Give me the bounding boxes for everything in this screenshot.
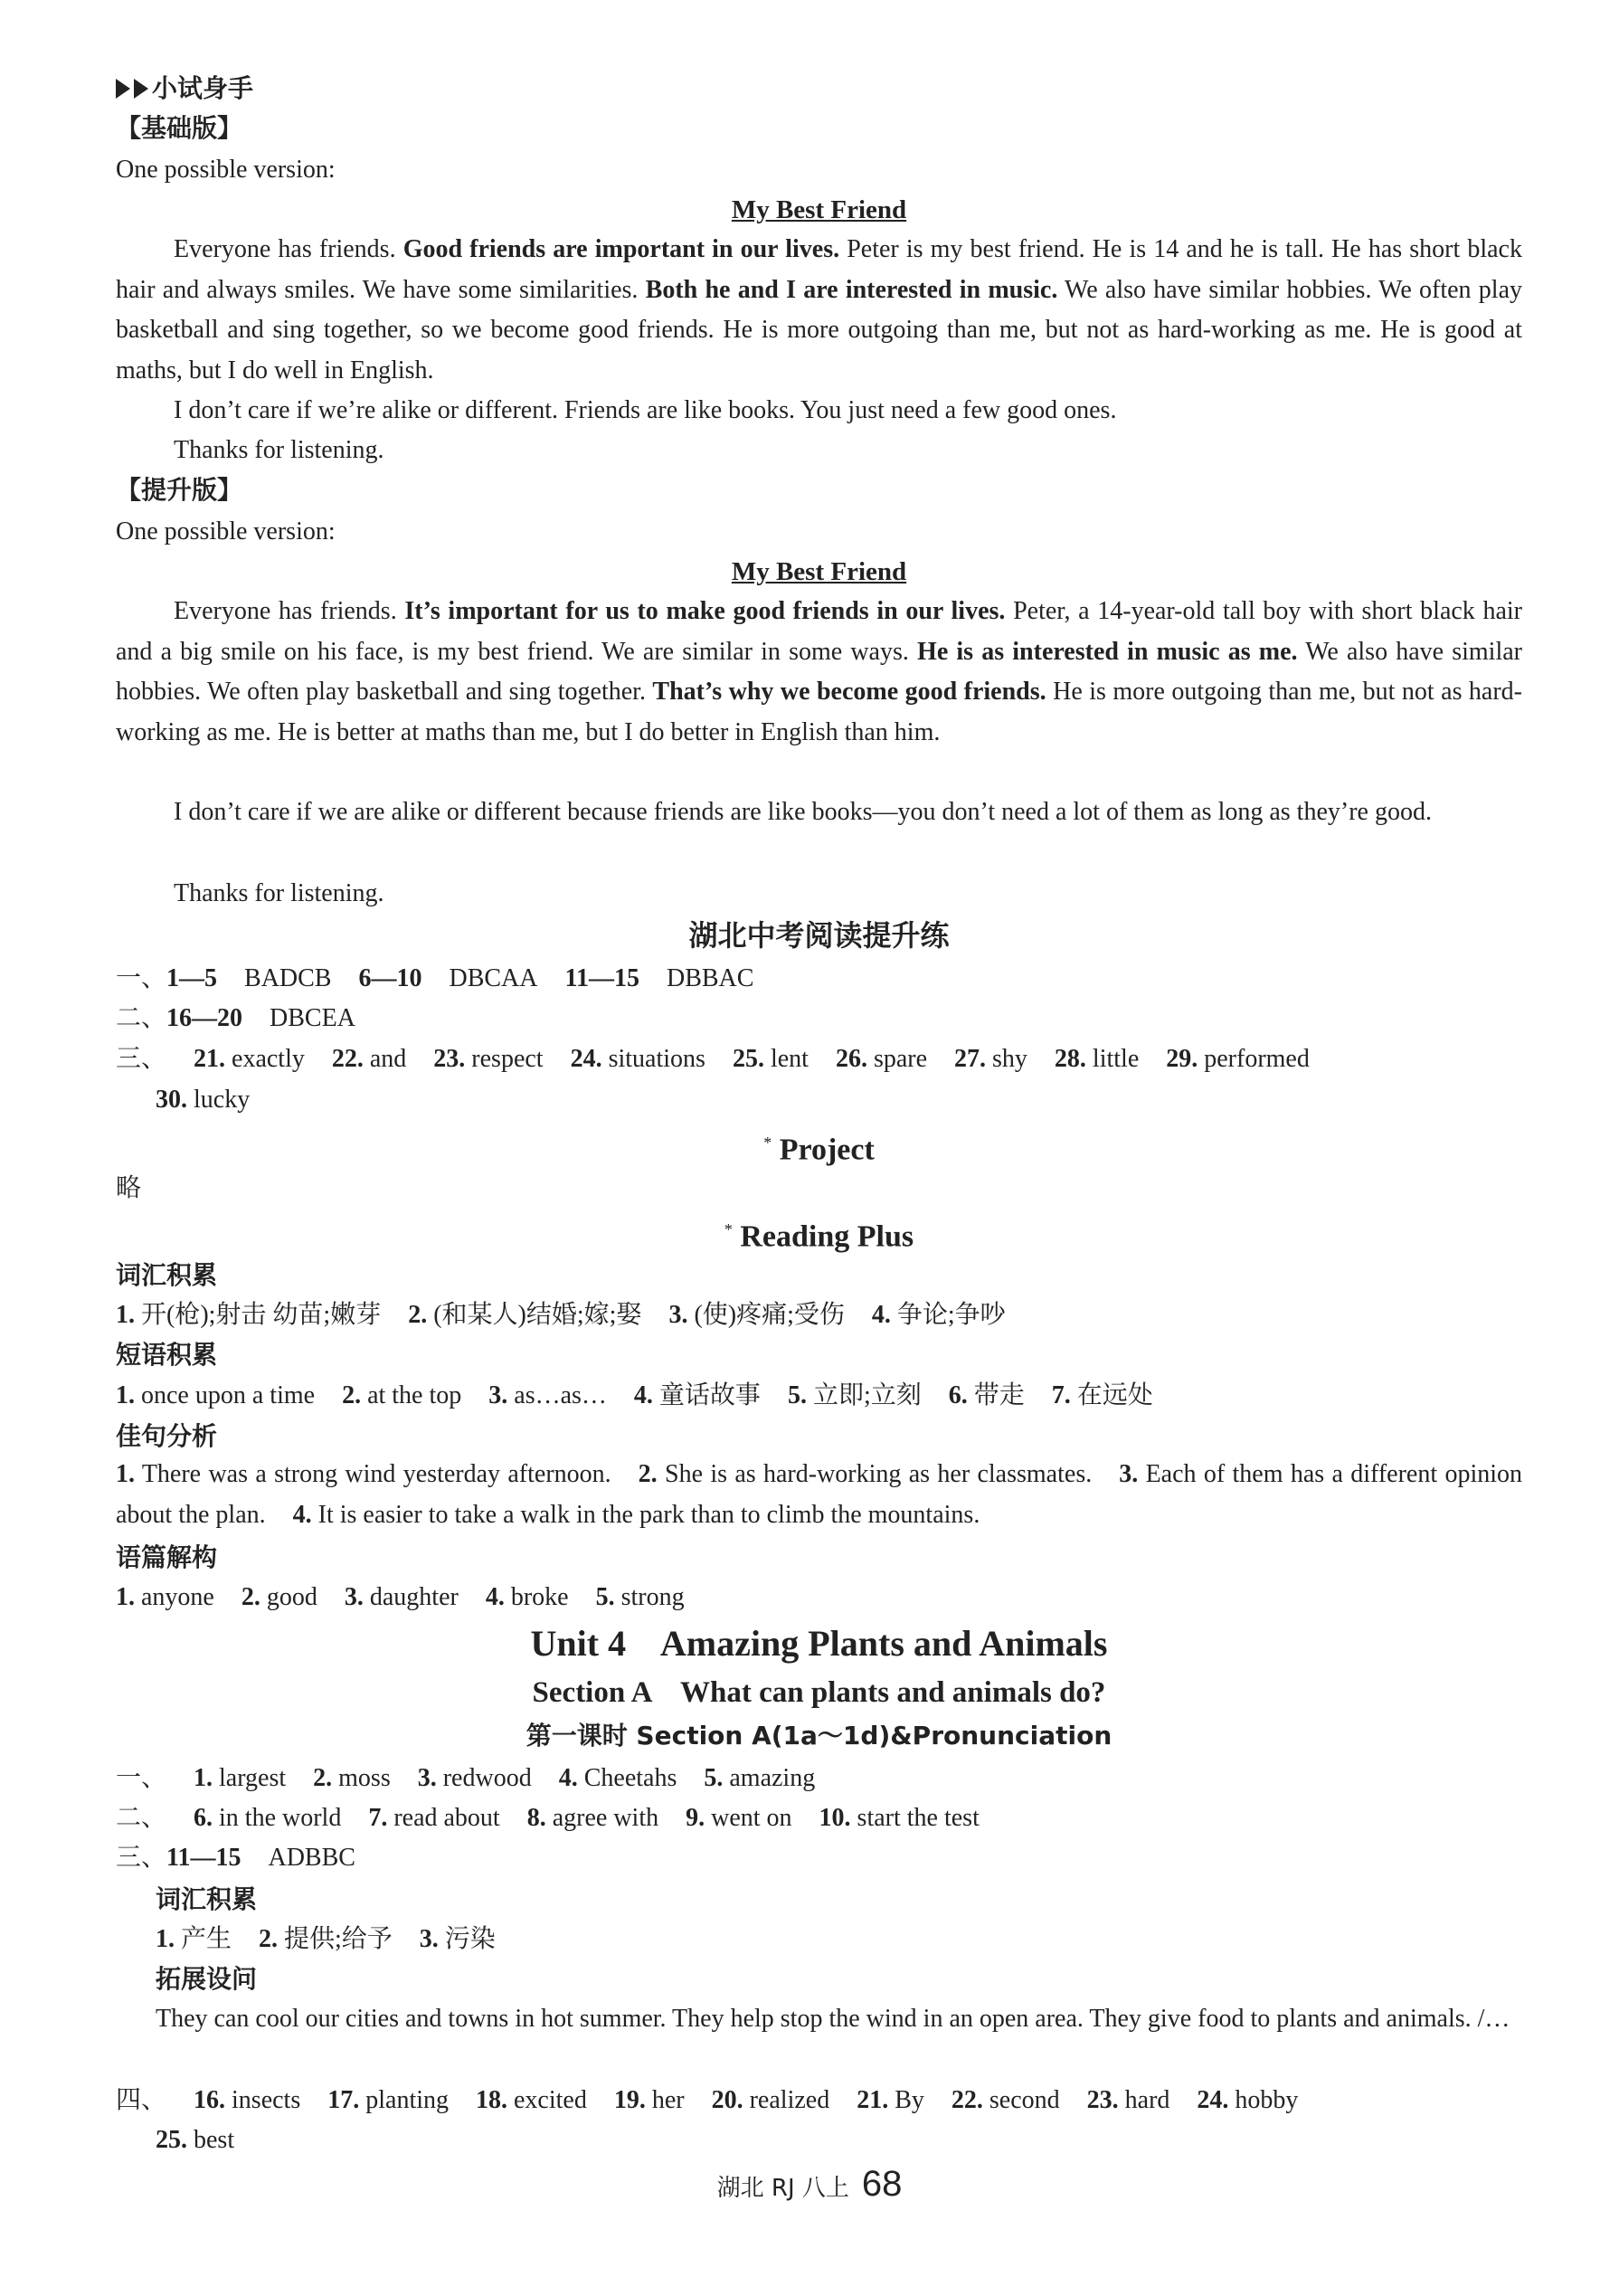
page-footer	[0, 2164, 1619, 2205]
answer-item: 16. insects	[194, 2086, 301, 2114]
footer-region: 湖北 RJ 八上	[716, 2175, 849, 2202]
answer-item: 24. hobby	[1197, 2086, 1299, 2114]
answer-item: 23. respect	[433, 1045, 544, 1073]
answer-item: 9. went on	[686, 1804, 792, 1832]
answer-item: 5. strong	[595, 1583, 685, 1611]
unit4-q1-answers: 一、 1. largest 2. moss 3. redwood 4. Cheetahs 5. amazing	[116, 1764, 816, 1792]
basic-paragraph-2: I don’t care if we’re alike or different. Friends are like books. You just need a few good ones.	[174, 396, 1117, 424]
answer-item: 3. as…as…	[488, 1381, 607, 1409]
answer-item: 3. (使)疼痛;受伤	[668, 1301, 845, 1329]
answer-item: 25. lent	[732, 1045, 809, 1073]
answer-item: 7. 在远处	[1051, 1381, 1153, 1409]
phrases-label: 短语积累	[116, 1340, 218, 1370]
answer-item: 2. good	[241, 1583, 317, 1611]
advanced-label: 【提升版】	[116, 475, 243, 505]
reading-plus-title: * Reading Plus	[724, 1219, 914, 1254]
answer-item: 21. exactly	[194, 1045, 305, 1073]
vocab-answers	[116, 1297, 1006, 1333]
project-title: * Project	[763, 1133, 875, 1167]
hubei-answers-2: 二、16—20 DBCEA	[116, 1004, 355, 1032]
advanced-paragraph-1: Everyone has friends. It’s important for us to make good friends in our lives. Peter, a 14-year-old tall boy with short black hair and a big smile on his face, is my best friend. We are similar in some ways. He is as interested in music as me. We also have similar hobbies. We often play basketball and sing together. That’s why we become good friends. He is more outgoing than me, but not as hard-working as me. He is better at maths than me, but I do better in English than him.	[116, 597, 1523, 746]
unit4-q4-cont: 25. best	[156, 2126, 235, 2154]
advanced-paragraph-3: Thanks for listening.	[174, 879, 384, 907]
extend-label: 拓展设问	[156, 1964, 258, 1994]
advanced-paragraph-2: I don’t care if we are alike or different because friends are like books—you don’t need a lot of them as long as they’re good.	[174, 798, 1432, 826]
answer-item: 10. start the test	[819, 1804, 980, 1832]
answer-item: 22. and	[331, 1045, 407, 1073]
answer-item: 27. shy	[954, 1045, 1027, 1073]
advanced-essay-title: My Best Friend	[731, 557, 907, 586]
answer-item: 29. performed	[1166, 1045, 1310, 1073]
answer-item: 4. 争论;争吵	[871, 1301, 1006, 1329]
phrases-answers	[116, 1378, 1153, 1414]
answer-item: 7. read about	[368, 1804, 500, 1832]
discourse-answers	[116, 1580, 685, 1616]
answer-item: 6. 带走	[948, 1381, 1025, 1409]
unit-title: Unit 4 Amazing Plants and Animals	[530, 1623, 1108, 1664]
section-heading: 小试身手	[116, 71, 253, 107]
play-arrow-icon	[134, 79, 148, 99]
sentences-answers: 1. There was a strong wind yesterday afternoon. 2. She is as hard-working as her classmates. 3. Each of them has a different opinion about the plan. 4. It is easier to take a walk in the park than to climb the mountains.	[116, 1460, 1523, 1529]
vocab-label: 词汇积累	[116, 1260, 218, 1290]
answer-item: 5. amazing	[704, 1764, 816, 1792]
basic-label: 【基础版】	[116, 113, 243, 143]
hubei-title: 湖北中考阅读提升练	[688, 918, 950, 953]
advanced-intro: One possible version:	[116, 517, 336, 546]
answer-item: 3. daughter	[344, 1583, 459, 1611]
basic-paragraph-1: Everyone has friends. Good friends are important in our lives. Peter is my best friend. He is 14 and he is tall. He has short black hair and always smiles. We have some similarities. Both he and I are interested in music. We also have similar hobbies. We often play basketball and sing together, so we become good friends. He is more outgoing than me, but not as hard-working as me. He is good at maths, but I do well in English.	[116, 235, 1523, 384]
answer-item: 1. 产生	[156, 1925, 232, 1953]
answer-item: 1. once upon a time	[116, 1381, 316, 1409]
answer-item: 20. realized	[711, 2086, 830, 2114]
answer-item: 4. Cheetahs	[558, 1764, 677, 1792]
answer-item: 24. situations	[570, 1045, 705, 1073]
answer-item: 2. moss	[313, 1764, 391, 1792]
lesson-title: 第一课时 Section A(1a～1d)&Pronunciation	[525, 1721, 1112, 1750]
discourse-label: 语篇解构	[116, 1542, 218, 1572]
answer-item: 23. hard	[1086, 2086, 1170, 2114]
answer-item: 19. her	[613, 2086, 685, 2114]
answer-item: 28. little	[1054, 1045, 1140, 1073]
basic-paragraph-3: Thanks for listening.	[174, 436, 384, 464]
answer-item: 2. 提供;给予	[259, 1925, 393, 1953]
sentences-label: 佳句分析	[116, 1421, 218, 1451]
answer-item: 1. 开(枪);射击 幼苗;嫩芽	[116, 1301, 382, 1329]
section-title: Section A What can plants and animals do?	[532, 1676, 1106, 1709]
answer-item: 18. excited	[476, 2086, 587, 2114]
answer-item: 21. By	[857, 2086, 924, 2114]
answer-item: 2. at the top	[342, 1381, 462, 1409]
answer-item: 6. in the world	[194, 1804, 342, 1832]
basic-intro: One possible version:	[116, 156, 336, 184]
project-body: 略	[116, 1174, 142, 1202]
basic-essay-title: My Best Friend	[731, 195, 907, 224]
answer-item: 3. 污染	[419, 1925, 496, 1953]
answer-item: 22. second	[951, 2086, 1060, 2114]
hubei-answers-3-cont: 30. lucky	[156, 1086, 251, 1114]
unit4-vocab-answers	[156, 1921, 496, 1958]
answer-item: 17. planting	[327, 2086, 449, 2114]
answer-item: 1. anyone	[116, 1583, 214, 1611]
extend-text: They can cool our cities and towns in hot summer. They help stop the wind in an open area. They give food to plants and animals. /…	[156, 2005, 1510, 2033]
answer-item: 4. broke	[485, 1583, 569, 1611]
unit4-q4-answers: 四、 16. insects 17. planting 18. excited 19. her 20. realized 21. By 22. second 23. hard 24. hobby	[116, 2086, 1299, 2114]
unit4-vocab-label: 词汇积累	[156, 1884, 258, 1914]
hubei-answers-1: 一、1—5 BADCB 6—10 DBCAA 11—15 DBBAC	[116, 964, 754, 992]
play-arrow-icon	[116, 79, 130, 99]
page-number: 68	[861, 2164, 903, 2204]
answer-item: 26. spare	[835, 1045, 928, 1073]
answer-item: 5. 立即;立刻	[787, 1381, 922, 1409]
answer-item: 8. agree with	[526, 1804, 659, 1832]
unit4-q2-answers: 二、 6. in the world 7. read about 8. agree with 9. went on 10. start the test	[116, 1804, 980, 1832]
hubei-answers-3: 三、 21. exactly 22. and 23. respect 24. situations 25. lent 26. spare 27. shy 28. little 29. performed	[116, 1045, 1310, 1073]
answer-item: 3. redwood	[417, 1764, 532, 1792]
answer-item: 2. (和某人)结婚;嫁;娶	[408, 1301, 642, 1329]
answer-item: 1. largest	[194, 1764, 287, 1792]
answer-item: 4. 童话故事	[633, 1381, 761, 1409]
unit4-q3-answers: 三、11—15 ADBBC	[116, 1844, 355, 1872]
